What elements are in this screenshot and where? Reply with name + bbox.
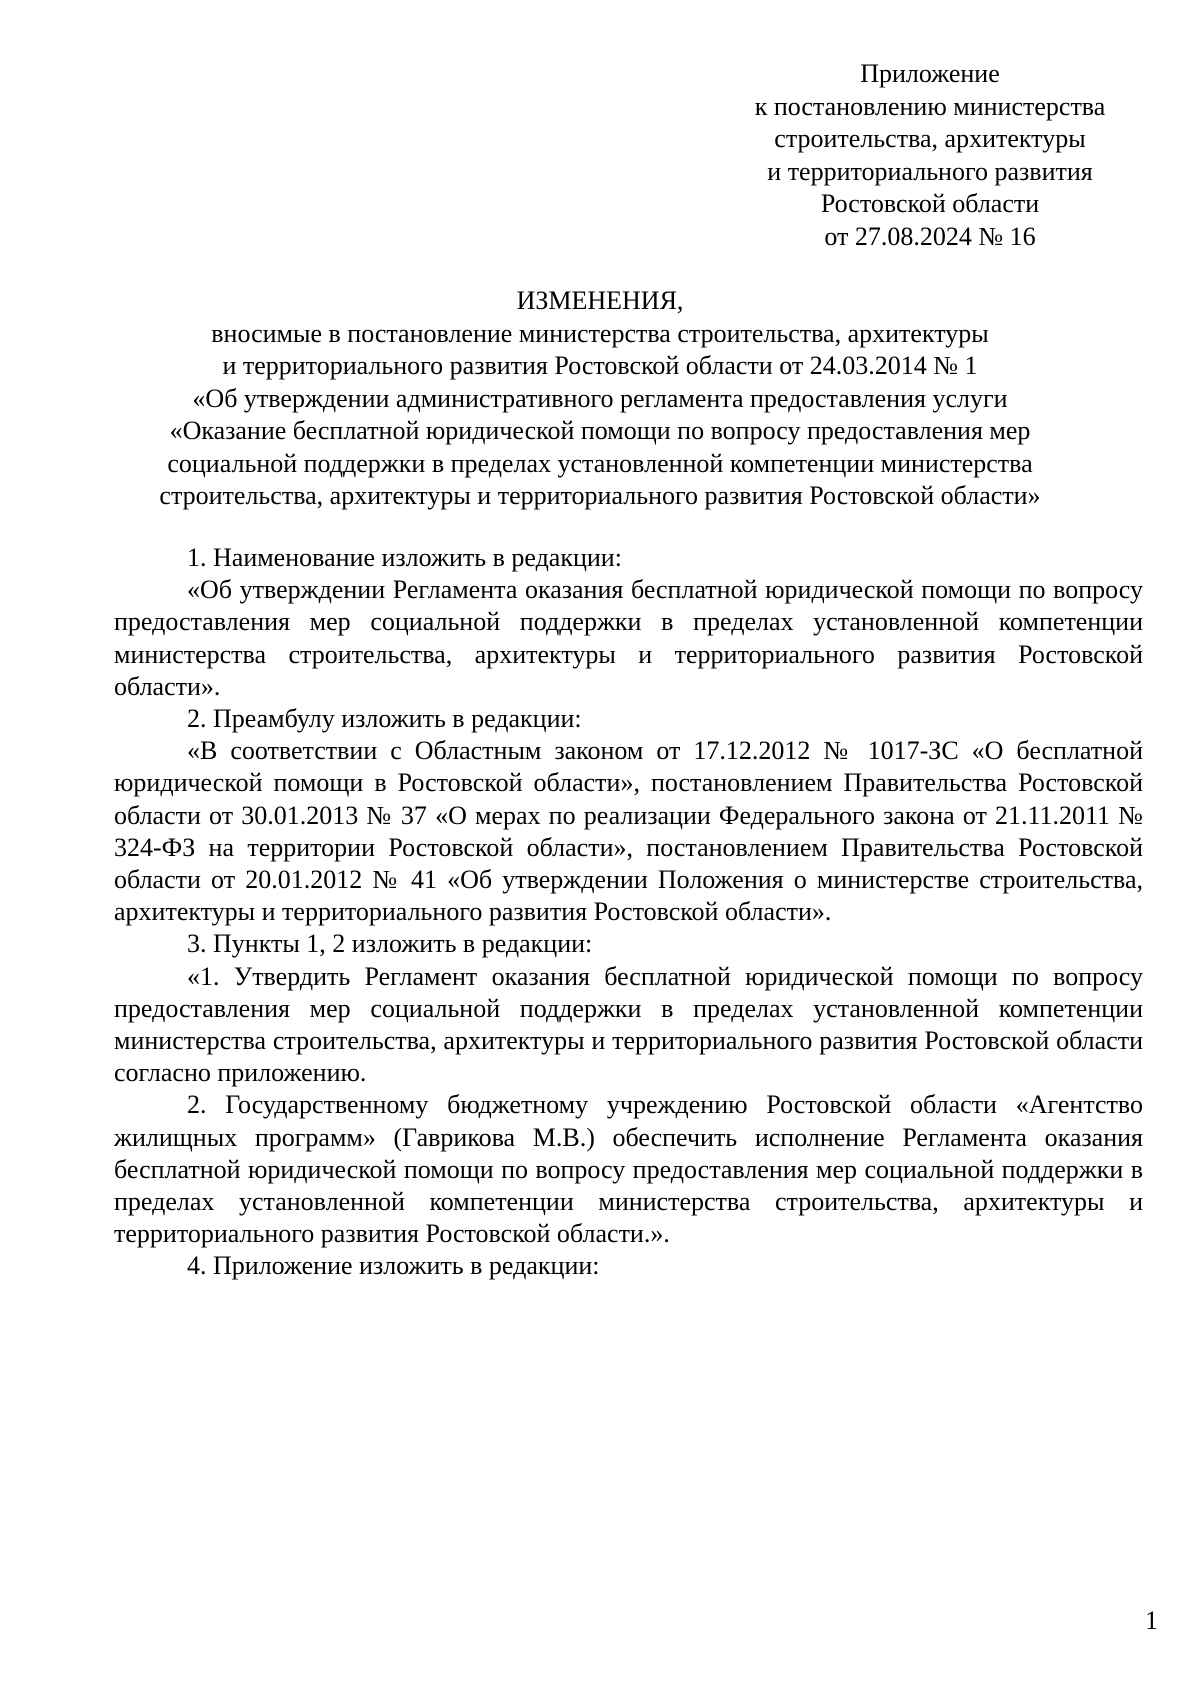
appendix-line: к постановлению министерства xyxy=(754,91,1106,121)
appendix-line: строительства, архитектуры xyxy=(774,124,1086,153)
paragraph-item-1-text: «Об утверждении Регламента оказания бесплатной юридической помощи по вопросу предоставления мер социальной поддержки в пределах установленной компетенции министерства строительства, архитектуры и территориального развития Ростовской области». xyxy=(114,575,1143,701)
paragraph-item-3-point-2: 2. Государственному бюджетному учреждению Ростовской области «Агентство жилищных программ» (Гаврикова М.В.) обеспечить исполнение Регламента оказания бесплатной юридической помощи по вопросу предоставления мер социальной поддержки в пределах установленной компетенции министерства строительства, архитектуры и территориального развития Ростовской области.». xyxy=(114,1090,1143,1249)
appendix-block xyxy=(700,58,1160,253)
document-body xyxy=(114,542,1143,1283)
paragraph-item-1: 1. Наименование изложить в редакции: xyxy=(187,543,622,572)
paragraph-item-4: 4. Приложение изложить в редакции: xyxy=(187,1251,600,1281)
paragraph-item-3-point-1: «1. Утвердить Регламент оказания бесплатной юридической помощи по вопросу предоставления мер социальной поддержки в пределах установленной компетенции министерства строительства, архитектуры и территориального развития Ростовской области согласно приложению. xyxy=(114,961,1143,1088)
heading-line: социальной поддержки в пределах установленной компетенции министерства xyxy=(167,448,1033,478)
appendix-line: Ростовской области xyxy=(820,189,1040,218)
heading-line: и территориального развития Ростовской области от 24.03.2014 № 1 xyxy=(222,351,978,380)
heading-line: «Оказание бесплатной юридической помощи по вопросу предоставления мер xyxy=(169,416,1031,445)
paragraph-item-2: 2. Преамбулу изложить в редакции: xyxy=(187,704,582,734)
paragraph-item-2-text: «В соответствии с Областным законом от 17.12.2012 № 1017-ЗС «О бесплатной юридической помощи в Ростовской области», постановлением Правительства Ростовской области от 30.01.2013 № 37 «О мерах по реализации Федерального закона от 21.11.2011 № 324-ФЗ на территории Ростовской области», постановлением Правительства Ростовской области от 20.01.2012 № 41 «Об утверждении Положения о министерстве строительства, архитектуры и территориального развития Ростовской области». xyxy=(114,736,1143,927)
document-title: ИЗМЕНЕНИЯ, xyxy=(516,286,684,315)
paragraph-item-3: 3. Пункты 1, 2 изложить в редакции: xyxy=(187,929,593,959)
heading-line: вносимые в постановление министерства строительства, архитектуры xyxy=(211,318,989,348)
appendix-line: и территориального развития xyxy=(767,156,1093,186)
heading-line: строительства, архитектуры и территориального развития Ростовской области» xyxy=(159,481,1041,510)
heading-line: «Об утверждении административного регламента предоставления услуги xyxy=(192,383,1008,413)
appendix-line: от 27.08.2024 № 16 xyxy=(824,221,1036,251)
document-heading xyxy=(100,285,1100,513)
page-number: 1 xyxy=(1145,1606,1158,1635)
appendix-line: Приложение xyxy=(860,59,1000,88)
